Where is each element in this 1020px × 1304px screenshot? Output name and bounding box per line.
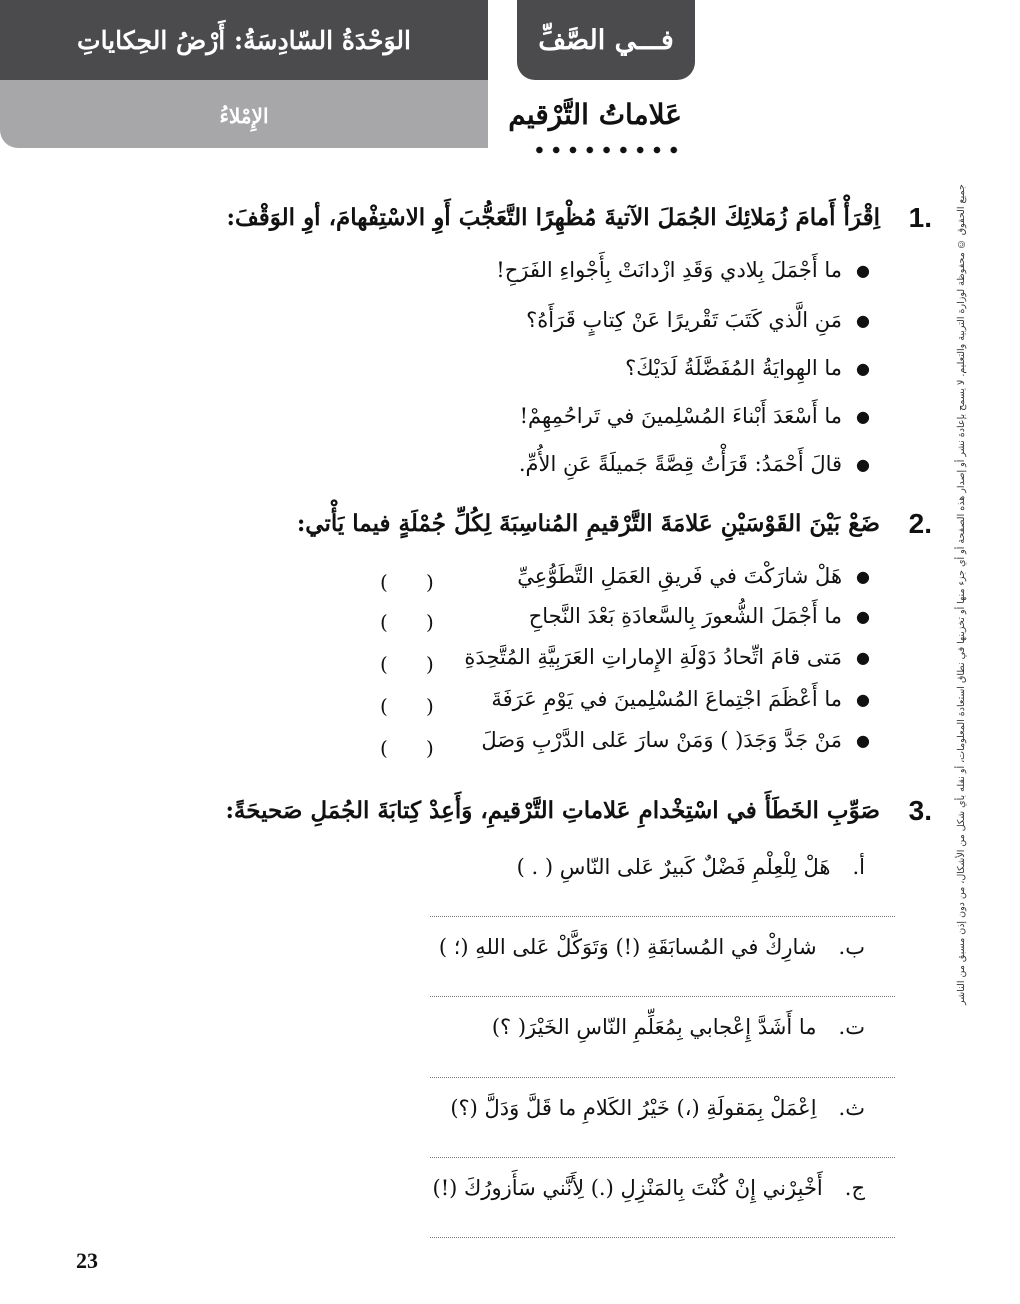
- q3-item-letter: ب.: [838, 935, 865, 959]
- q1-item: [625, 356, 870, 380]
- bullet-icon: ●: [856, 689, 870, 709]
- bullet-icon: ●: [856, 566, 870, 586]
- q2-item-text: هَلْ شارَكْتَ في فَريقِ العَمَلِ التَّطَوُّعِيِّ: [517, 564, 843, 588]
- unit-title: الوَحْدَةُ السّادِسَةُ: أَرْضُ الحِكاياتِ: [77, 25, 411, 55]
- q1-item-text: ما أَجْمَلَ بِلادي وَقَدِ ازْدانَتْ بِأَجْواءِ الفَرَحِ!: [496, 258, 843, 282]
- answer-blank[interactable]: ( ): [380, 736, 434, 760]
- dotted-underline: [531, 145, 683, 155]
- q3-item: [433, 1176, 866, 1200]
- class-tab: [517, 0, 695, 80]
- answer-line[interactable]: [430, 996, 895, 997]
- q1-item-text: ما الهِوايَةُ المُفَضَّلَةُ لَدَيْكَ؟: [625, 356, 843, 380]
- answer-line[interactable]: [430, 1237, 895, 1238]
- answer-blank[interactable]: ( ): [380, 652, 434, 676]
- bullet-icon: ●: [856, 730, 870, 750]
- q3-number: 3.: [908, 795, 932, 826]
- answer-line[interactable]: [430, 916, 895, 917]
- q3-item-letter: أ.: [852, 855, 865, 879]
- bullet-icon: ●: [856, 454, 870, 474]
- q3-item-letter: ث.: [838, 1096, 865, 1120]
- q2-item: [517, 564, 870, 588]
- q3-item-text: اِعْمَلْ بِمَقولَةِ (،) خَيْرُ الكَلامِ ما قَلَّ وَدَلَّ (؟): [450, 1096, 817, 1120]
- bullet-icon: ●: [856, 606, 870, 626]
- lesson-subtitle: الإِمْلاءُ: [219, 104, 269, 128]
- q1-item-text: ما أَسْعَدَ أَبْناءَ المُسْلِمينَ في تَراحُمِهِمْ!: [519, 404, 843, 428]
- q1-item: [526, 308, 870, 332]
- q1-item: [496, 258, 870, 282]
- subtitle-banner: [0, 80, 488, 148]
- q3-item: [492, 1015, 865, 1039]
- q1-number: 1.: [908, 202, 932, 233]
- answer-blank[interactable]: ( ): [380, 610, 434, 634]
- q1-item: [519, 452, 870, 476]
- q2-item: [481, 728, 870, 752]
- q1-item-text: مَنِ الَّذي كَتَبَ تَقْريرًا عَنْ كِتابٍ قَرَأَهُ؟: [526, 308, 843, 332]
- q3-item: [439, 935, 865, 959]
- answer-blank[interactable]: ( ): [380, 570, 434, 594]
- q3-item-text: هَلْ لِلْعِلْمِ فَضْلٌ كَبيرٌ عَلى النّاسِ ( . ): [516, 855, 831, 879]
- q2-item: [491, 687, 870, 711]
- q2-item: [464, 645, 870, 669]
- q1-item-text: قالَ أَحْمَدُ: قَرَأْتُ قِصَّةً جَميلَةً عَنِ الأُمِّ.: [518, 452, 843, 476]
- unit-banner: [0, 0, 488, 80]
- q1-prompt: اِقْرَأْ أَمامَ زُمَلائِكَ الجُمَلَ الآتيةَ مُظْهِرًا التَّعَجُّبَ أَوِ الاسْتِفْهامَ، أوِ الوَقْفَ:: [226, 204, 880, 231]
- q3-item-letter: ج.: [844, 1176, 865, 1200]
- q1-item: [520, 404, 870, 428]
- answer-line[interactable]: [430, 1157, 895, 1158]
- answer-line[interactable]: [430, 1077, 895, 1078]
- answer-blank[interactable]: ( ): [380, 694, 434, 718]
- bullet-icon: ●: [856, 310, 870, 330]
- bullet-icon: ●: [856, 260, 870, 280]
- q3-item-text: ما أَشَدَّ إِعْجابي بِمُعَلِّمِ النّاسِ الخَيْرَ( ؟): [491, 1015, 817, 1039]
- q3-item: [517, 855, 865, 879]
- copyright-side-note: جميع الحقوق © محفوظة لوزارة التربية والتعليم. لا يسمح بإعادة نشر أو إصدار هذه الصفحة أو أي جزء منها أو تخزينها في نطاق استعادة المعلومات، أو نقله بأي شكل من الأشكال، من دون إذن مسبق من الناشر: [956, 184, 967, 1006]
- q3-prompt: صَوِّبِ الخَطَأَ في اسْتِخْدامِ عَلاماتِ التَّرْقيمِ، وَأَعِدْ كِتابَةَ الجُمَلِ صَحيحَةً:: [225, 797, 880, 824]
- section-title: عَلاماتُ التَّرْقيم: [508, 98, 682, 131]
- bullet-icon: ●: [856, 406, 870, 426]
- bullet-icon: ●: [856, 358, 870, 378]
- page-number: 23: [76, 1248, 98, 1273]
- bullet-icon: ●: [856, 647, 870, 667]
- q2-item-text: ما أَجْمَلَ الشُّعورَ بِالسَّعادَةِ بَعْدَ النَّجاحِ: [528, 604, 843, 628]
- q2-prompt: ضَعْ بَيْنَ القَوْسَيْنِ عَلامَةَ التَّرْقيمِ المُناسِبَةَ لِكُلِّ جُمْلَةٍ فيما يَأْتي:: [296, 510, 880, 537]
- q3-item-letter: ت.: [838, 1015, 865, 1039]
- q3-item-text: شارِكْ في المُسابَقَةِ (!) وَتَوَكَّلْ عَلى اللهِ (؛ ): [438, 935, 817, 959]
- q2-item-text: مَنْ جَدَّ وَجَدَ( ) وَمَنْ سارَ عَلى الدَّرْبِ وَصَلَ: [481, 728, 843, 752]
- q2-item: [529, 604, 870, 628]
- q2-number: 2.: [908, 508, 932, 539]
- class-tab-label: فـــي الصَّفِّ: [538, 24, 674, 56]
- q2-item-text: ما أَعْظَمَ اجْتِماعَ المُسْلِمينَ في يَوْمِ عَرَفَةَ: [491, 687, 843, 711]
- q3-item: [450, 1096, 865, 1120]
- q3-item-text: أَخْبِرْني إِنْ كُنْتَ بِالمَنْزِلِ (.) لِأَنَّني سَأَزورُكَ (!): [432, 1176, 823, 1200]
- q2-item-text: مَتى قامَ اتِّحادُ دَوْلَةِ الإِماراتِ العَرَبِيَّةِ المُتَّحِدَةِ: [464, 645, 843, 669]
